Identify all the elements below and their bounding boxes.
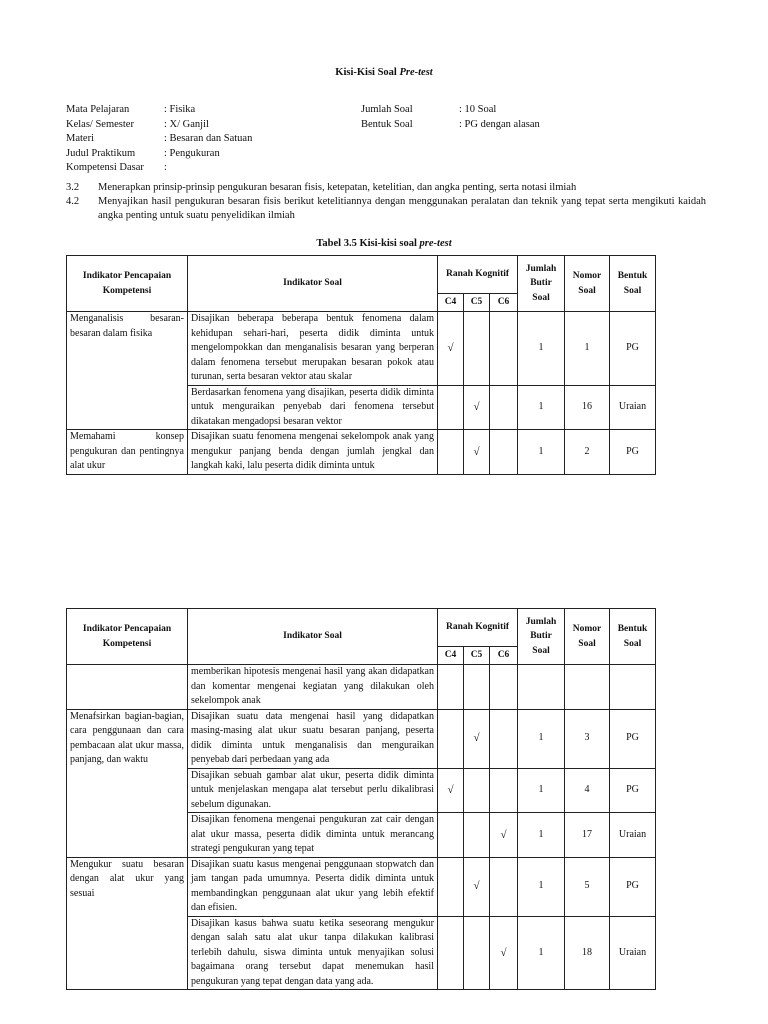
c6-check	[490, 385, 518, 430]
nomor-cell: 4	[565, 768, 610, 813]
meta-value: : 10 Soal	[459, 104, 497, 115]
c5-check	[464, 813, 490, 858]
indikator-cell: Disajikan beberapa beberapa bentuk fenomena dalam kehidupan sehari-hari, peserta didik diminta untuk mengelompokkan dan menganalisis besaran yang berperan dalam fenomena tersebut merupakan besaran pokok atau turunan, serta besaran vektor atau skalar	[188, 312, 438, 386]
meta-label: Judul Praktikum	[66, 147, 136, 159]
table-row	[67, 665, 656, 710]
kd-text: Menyajikan hasil pengukuran besaran fisis berikut ketelitiannya dengan menggunakan peralatan dan teknik yang tepat serta mengikuti kaidah angka penting untuk suatu penyelidikan ilmiah	[98, 196, 706, 221]
nomor-cell: 18	[565, 916, 610, 990]
indikator-cell: Berdasarkan fenomena yang disajikan, peserta didik diminta untuk menguraikan penyebab dari fenomena tersebut dikatakan mengadopsi besaran vektor	[188, 385, 438, 430]
header-c4: C4	[438, 647, 464, 665]
title-main: Kisi-Kisi Soal	[335, 67, 397, 78]
header-ipk: Indikator Pencapaian Kompetensi	[67, 609, 188, 665]
bentuk-cell	[610, 665, 656, 710]
c4-check: √	[438, 312, 464, 386]
meta-value: : Besaran dan Satuan	[164, 133, 253, 144]
meta-value: : X/ Ganjil	[164, 118, 209, 130]
table-row	[67, 312, 656, 386]
bentuk-cell: PG	[610, 768, 656, 813]
c5-check: √	[464, 857, 490, 916]
bentuk-cell: Uraian	[610, 385, 656, 430]
header-c5: C5	[464, 294, 490, 312]
meta-label: Materi	[66, 133, 94, 144]
indikator-cell: Disajikan fenomena mengenai pengukuran zat cair dengan alat ukur massa, peserta didik diminta untuk merancang strategi pengukuran yang tepat	[188, 813, 438, 858]
header-indikator: Indikator Soal	[188, 256, 438, 312]
table-row	[67, 430, 656, 475]
c5-check	[464, 768, 490, 813]
meta-label: Bentuk Soal	[361, 118, 413, 130]
header-indikator: Indikator Soal	[188, 609, 438, 665]
header-ranah: Ranah Kognitif	[438, 256, 518, 294]
header-nomor: Nomor Soal	[565, 609, 610, 665]
table-caption	[0, 238, 768, 249]
nomor-cell: 16	[565, 385, 610, 430]
header-jumlah: Jumlah Butir Soal	[518, 256, 565, 312]
meta-label: Mata Pelajaran	[66, 104, 130, 115]
c5-check: √	[464, 709, 490, 768]
title-italic: Pre-test	[399, 67, 433, 78]
header-ipk: Indikator Pencapaian Kompetensi	[67, 256, 188, 312]
meta-value: : Fisika	[164, 104, 196, 115]
jumlah-cell: 1	[518, 385, 565, 430]
indikator-cell: Disajikan suatu fenomena mengenai sekelompok anak yang mengukur panjang benda dengan jumlah jengkal dan langkah kaki, lalu peserta didik diminta untuk	[188, 430, 438, 475]
jumlah-cell: 1	[518, 312, 565, 386]
header-c6: C6	[490, 647, 518, 665]
c5-cell	[464, 665, 490, 710]
meta-value: : PG dengan alasan	[459, 118, 540, 130]
bentuk-cell: Uraian	[610, 813, 656, 858]
jumlah-cell	[518, 665, 565, 710]
c6-check	[490, 857, 518, 916]
c4-cell	[438, 665, 464, 710]
indikator-cell: memberikan hipotesis mengenai hasil yang akan didapatkan dan komentar mengenai kegiatan yang dilakukan oleh sekelompok anak	[188, 665, 438, 710]
meta-label: Jumlah Soal	[361, 104, 413, 115]
jumlah-cell: 1	[518, 709, 565, 768]
jumlah-cell: 1	[518, 857, 565, 916]
table-body	[67, 312, 656, 475]
header-c6: C6	[490, 294, 518, 312]
kd-number: 4.2	[66, 196, 80, 207]
header-c4: C4	[438, 294, 464, 312]
bentuk-cell: PG	[610, 709, 656, 768]
c6-check	[490, 709, 518, 768]
header-jumlah: Jumlah Butir Soal	[518, 609, 565, 665]
header-bentuk: Bentuk Soal	[610, 609, 656, 665]
c6-check: √	[490, 916, 518, 990]
indikator-cell: Disajikan suatu kasus mengenai penggunaan stopwatch dan jam tangan pada umumnya. Peserta didik diminta untuk membandingkan penggunaan alat ukur yang lebih efektif dan efisien.	[188, 857, 438, 916]
bentuk-cell: PG	[610, 857, 656, 916]
meta-label: Kelas/ Semester	[66, 118, 134, 130]
meta-label: Kompetensi Dasar	[66, 162, 144, 173]
ipk-cell: Memahami konsep pengukuran dan pentingnya alat ukur	[67, 430, 188, 475]
kisi-kisi-table	[66, 255, 656, 475]
c6-cell	[490, 665, 518, 710]
nomor-cell: 3	[565, 709, 610, 768]
indikator-cell: Disajikan suatu data mengenai hasil yang didapatkan masing-masing alat ukur suatu besaran panjang, peserta didik diminta untuk menganalisis dan menguraikan penyebab dari perbedaan yang ada	[188, 709, 438, 768]
indikator-cell: Disajikan sebuah gambar alat ukur, peserta didik diminta untuk menjelaskan mengapa alat tersebut perlu dikalibrasi sebelum digunakan.	[188, 768, 438, 813]
kd-number: 3.2	[66, 182, 80, 193]
header-c5: C5	[464, 647, 490, 665]
kisi-kisi-table-continued	[66, 608, 656, 990]
table-body	[67, 665, 656, 990]
c4-check	[438, 385, 464, 430]
ipk-cell	[67, 665, 188, 710]
table-row	[67, 709, 656, 768]
ipk-cell: Menafsirkan bagian-bagian, cara penggunaan dan cara pembacaan alat ukur massa, panjang, dan waktu	[67, 709, 188, 857]
c6-check: √	[490, 813, 518, 858]
nomor-cell: 2	[565, 430, 610, 475]
c4-check: √	[438, 768, 464, 813]
caption-main: Tabel 3.5 Kisi-kisi soal	[316, 238, 417, 249]
c5-check: √	[464, 430, 490, 475]
c6-check	[490, 430, 518, 475]
header-nomor: Nomor Soal	[565, 256, 610, 312]
meta-value: : Pengukuran	[164, 147, 220, 159]
c5-check	[464, 916, 490, 990]
bentuk-cell: PG	[610, 430, 656, 475]
caption-italic: pre-test	[419, 238, 452, 249]
header-ranah: Ranah Kognitif	[438, 609, 518, 647]
c6-check	[490, 768, 518, 813]
document-title	[0, 67, 768, 78]
c4-check	[438, 709, 464, 768]
c5-check: √	[464, 385, 490, 430]
meta-value: :	[164, 162, 167, 173]
c4-check	[438, 430, 464, 475]
ipk-cell: Menganalisis besaran-besaran dalam fisika	[67, 312, 188, 430]
jumlah-cell: 1	[518, 916, 565, 990]
table-row	[67, 857, 656, 916]
jumlah-cell: 1	[518, 768, 565, 813]
jumlah-cell: 1	[518, 430, 565, 475]
c6-check	[490, 312, 518, 386]
nomor-cell: 5	[565, 857, 610, 916]
ipk-cell: Mengukur suatu besaran dengan alat ukur yang sesuai	[67, 857, 188, 990]
bentuk-cell: Uraian	[610, 916, 656, 990]
kd-text: Menerapkan prinsip-prinsip pengukuran besaran fisis, ketepatan, ketelitian, dan angka penting, serta notasi ilmiah	[98, 182, 577, 193]
c4-check	[438, 857, 464, 916]
c4-check	[438, 916, 464, 990]
c5-check	[464, 312, 490, 386]
header-bentuk: Bentuk Soal	[610, 256, 656, 312]
bentuk-cell: PG	[610, 312, 656, 386]
indikator-cell: Disajikan kasus bahwa suatu ketika seseorang mengukur dengan salah satu alat ukur tanpa dilakukan kalibrasi terlebih dahulu, siswa diminta untuk menyajikan solusi bagaimana orang tersebut dapat menemukan hasil pengukuran yang tepat dengan data yang ada.	[188, 916, 438, 990]
nomor-cell: 1	[565, 312, 610, 386]
nomor-cell	[565, 665, 610, 710]
nomor-cell: 17	[565, 813, 610, 858]
jumlah-cell: 1	[518, 813, 565, 858]
c4-check	[438, 813, 464, 858]
